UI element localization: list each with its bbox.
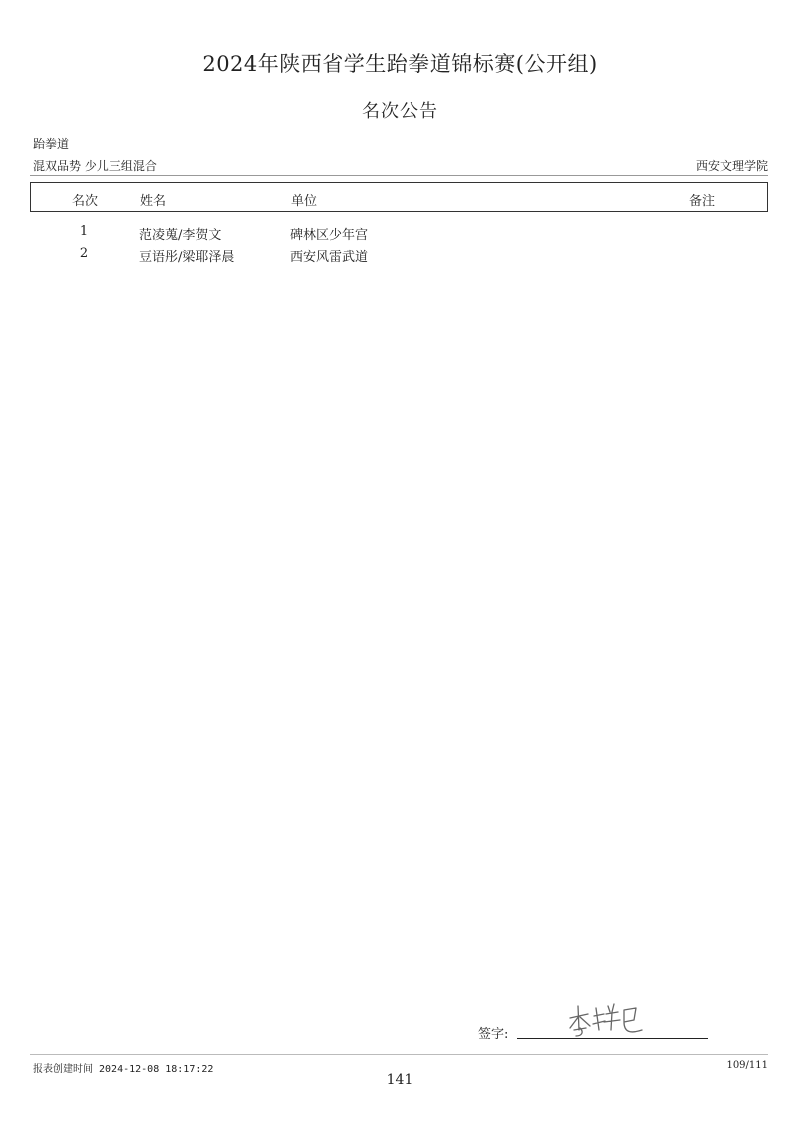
signature-line [517,1038,708,1039]
cell-rank: 1 [79,224,89,239]
signature-label: 签字: [478,1027,509,1042]
event-label: 混双品势 少儿三组混合 [33,159,157,173]
table-row [30,246,768,266]
organizer-label: 西安文理学院 [695,159,768,173]
page-title: 2024年陕西省学生跆拳道锦标赛(公开组) [202,52,598,76]
created-timestamp: 报表创建时间 2024-12-08 18:17:22 [33,1064,214,1075]
column-header-name: 姓名 [140,194,167,209]
page-subtitle: 名次公告 [362,101,438,122]
cell-name: 范凌蒐/李贺文 [139,228,222,243]
footer-divider [30,1054,768,1055]
cell-name: 豆语彤/梁耶泽晨 [139,250,235,265]
page-count: 109/111 [726,1060,768,1071]
table-header [30,182,768,212]
sport-label: 跆拳道 [33,137,70,151]
column-header-unit: 单位 [291,194,318,209]
cell-rank: 2 [79,246,89,261]
table-row [30,224,768,244]
header-divider [30,175,768,176]
cell-unit: 碑林区少年宫 [290,228,369,243]
column-header-rank: 名次 [71,194,98,209]
cell-unit: 西安风雷武道 [290,250,369,265]
column-header-note: 备注 [689,194,716,209]
page-number: 141 [386,1072,414,1088]
